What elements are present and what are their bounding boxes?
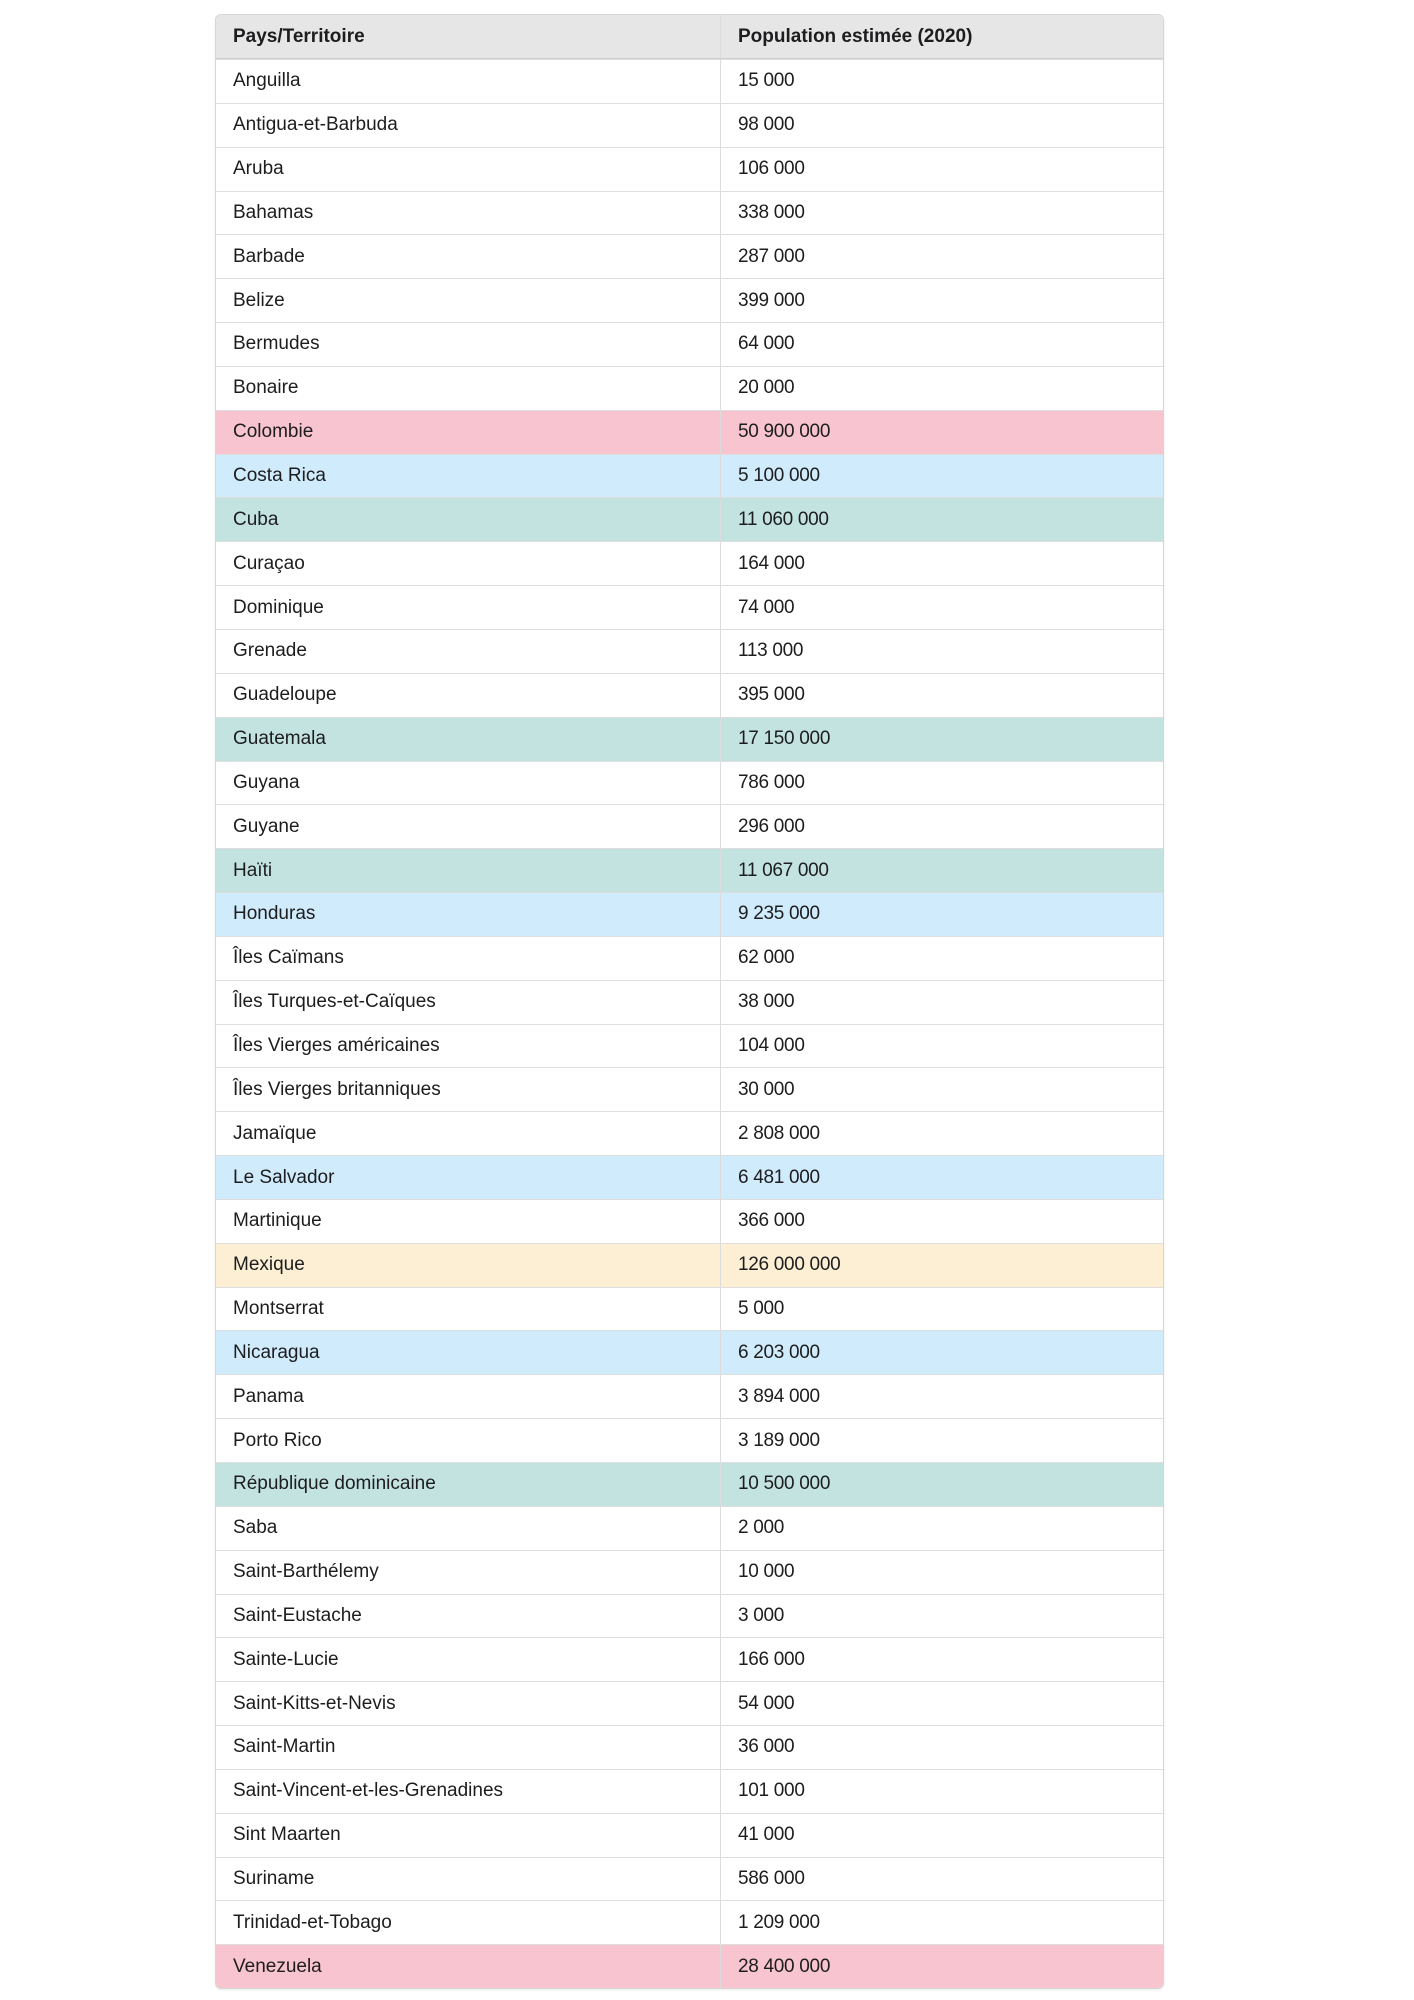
country-cell: Haïti xyxy=(216,849,721,892)
table-body xyxy=(216,59,1163,1988)
country-cell: Cuba xyxy=(216,498,721,541)
table-row xyxy=(216,980,1163,1024)
population-cell: 10 500 000 xyxy=(738,1473,831,1495)
table-row xyxy=(216,585,1163,629)
country-cell: Bermudes xyxy=(216,323,721,366)
country-cell: Saint-Barthélemy xyxy=(216,1551,721,1594)
table-header-row xyxy=(216,15,1163,59)
country-cell: Antigua-et-Barbuda xyxy=(216,104,721,147)
table-row xyxy=(216,103,1163,147)
table-row xyxy=(216,1287,1163,1331)
table-row xyxy=(216,278,1163,322)
country-cell: Colombie xyxy=(216,411,721,454)
population-cell: 64 000 xyxy=(738,333,795,355)
table-row xyxy=(216,673,1163,717)
country-cell: Saint-Vincent-et-les-Grenadines xyxy=(216,1770,721,1813)
table-row xyxy=(216,410,1163,454)
table-row xyxy=(216,1155,1163,1199)
table-row xyxy=(216,1462,1163,1506)
country-cell: Costa Rica xyxy=(216,455,721,498)
population-cell: 113 000 xyxy=(738,640,804,662)
country-cell: Îles Turques-et-Caïques xyxy=(216,981,721,1024)
population-cell: 586 000 xyxy=(738,1868,805,1890)
country-cell: Guyana xyxy=(216,762,721,805)
population-cell: 6 203 000 xyxy=(738,1341,820,1363)
table-row xyxy=(216,234,1163,278)
population-cell: 28 400 000 xyxy=(738,1955,831,1977)
population-cell: 126 000 000 xyxy=(738,1254,841,1276)
country-cell: Anguilla xyxy=(216,60,721,103)
population-cell: 74 000 xyxy=(738,596,795,618)
population-cell: 15 000 xyxy=(738,70,795,92)
table-row xyxy=(216,848,1163,892)
table-row xyxy=(216,541,1163,585)
table-row xyxy=(216,191,1163,235)
population-cell: 10 000 xyxy=(738,1561,795,1583)
country-cell: Belize xyxy=(216,279,721,322)
population-cell: 62 000 xyxy=(738,947,795,969)
population-cell: 2 000 xyxy=(738,1517,785,1539)
table-row xyxy=(216,1418,1163,1462)
country-cell: Mexique xyxy=(216,1244,721,1287)
population-cell: 20 000 xyxy=(738,377,795,399)
country-cell: Guyane xyxy=(216,805,721,848)
population-cell: 54 000 xyxy=(738,1692,795,1714)
table-row xyxy=(216,1243,1163,1287)
table-row xyxy=(216,366,1163,410)
table-row xyxy=(216,1330,1163,1374)
table-row xyxy=(216,322,1163,366)
population-cell: 395 000 xyxy=(738,684,805,706)
country-cell: Le Salvador xyxy=(216,1156,721,1199)
country-cell: Sainte-Lucie xyxy=(216,1638,721,1681)
table-row xyxy=(216,1637,1163,1681)
country-cell: Îles Caïmans xyxy=(216,937,721,980)
population-cell: 6 481 000 xyxy=(738,1166,820,1188)
population-cell: 9 235 000 xyxy=(738,903,820,925)
table-row xyxy=(216,1199,1163,1243)
table-row xyxy=(216,1813,1163,1857)
population-cell: 287 000 xyxy=(738,245,805,267)
table-row xyxy=(216,1681,1163,1725)
country-cell: Venezuela xyxy=(216,1945,721,1988)
country-cell: Saint-Martin xyxy=(216,1726,721,1769)
population-cell: 41 000 xyxy=(738,1824,795,1846)
country-cell: Suriname xyxy=(216,1858,721,1901)
table-row xyxy=(216,147,1163,191)
table-row xyxy=(216,1769,1163,1813)
country-cell: Saba xyxy=(216,1507,721,1550)
table-row xyxy=(216,1111,1163,1155)
table-row xyxy=(216,717,1163,761)
table-row xyxy=(216,1594,1163,1638)
header-population[interactable]: Population estimée (2020) xyxy=(738,25,973,47)
population-cell: 338 000 xyxy=(738,201,805,223)
header-country[interactable]: Pays/Territoire xyxy=(216,15,721,58)
country-cell: Îles Vierges américaines xyxy=(216,1025,721,1068)
table-row xyxy=(216,804,1163,848)
table-row xyxy=(216,59,1163,103)
population-cell: 786 000 xyxy=(738,771,805,793)
table-row xyxy=(216,761,1163,805)
country-cell: Dominique xyxy=(216,586,721,629)
population-cell: 5 000 xyxy=(738,1298,785,1320)
population-cell: 101 000 xyxy=(738,1780,805,1802)
country-cell: Saint-Kitts-et-Nevis xyxy=(216,1682,721,1725)
country-cell: Nicaragua xyxy=(216,1331,721,1374)
country-cell: Honduras xyxy=(216,893,721,936)
table-row xyxy=(216,1725,1163,1769)
country-cell: Panama xyxy=(216,1375,721,1418)
country-cell: Curaçao xyxy=(216,542,721,585)
population-cell: 17 150 000 xyxy=(738,728,831,750)
country-cell: Aruba xyxy=(216,148,721,191)
population-cell: 104 000 xyxy=(738,1034,805,1056)
table-row xyxy=(216,1900,1163,1944)
table-row xyxy=(216,1067,1163,1111)
country-cell: Guadeloupe xyxy=(216,674,721,717)
country-cell: Bonaire xyxy=(216,367,721,410)
population-cell: 1 209 000 xyxy=(738,1911,820,1933)
country-cell: Trinidad-et-Tobago xyxy=(216,1901,721,1944)
country-cell: Îles Vierges britanniques xyxy=(216,1068,721,1111)
country-cell: République dominicaine xyxy=(216,1463,721,1506)
country-cell: Porto Rico xyxy=(216,1419,721,1462)
country-cell: Sint Maarten xyxy=(216,1814,721,1857)
population-cell: 30 000 xyxy=(738,1078,795,1100)
table-row xyxy=(216,1374,1163,1418)
population-cell: 50 900 000 xyxy=(738,421,831,443)
population-table xyxy=(215,14,1164,1989)
population-cell: 366 000 xyxy=(738,1210,805,1232)
table-row xyxy=(216,892,1163,936)
population-cell: 11 060 000 xyxy=(738,508,829,530)
table-row xyxy=(216,936,1163,980)
population-cell: 98 000 xyxy=(738,114,795,136)
population-cell: 106 000 xyxy=(738,158,805,180)
population-cell: 3 894 000 xyxy=(738,1385,820,1407)
country-cell: Guatemala xyxy=(216,718,721,761)
population-cell: 3 000 xyxy=(738,1604,785,1626)
country-cell: Martinique xyxy=(216,1200,721,1243)
population-cell: 5 100 000 xyxy=(738,465,820,487)
country-cell: Saint-Eustache xyxy=(216,1595,721,1638)
table-row xyxy=(216,497,1163,541)
country-cell: Montserrat xyxy=(216,1288,721,1331)
population-cell: 166 000 xyxy=(738,1648,805,1670)
population-cell: 164 000 xyxy=(738,552,805,574)
table-row xyxy=(216,1944,1163,1988)
population-cell: 38 000 xyxy=(738,991,795,1013)
table-row xyxy=(216,629,1163,673)
table-row xyxy=(216,454,1163,498)
table-row xyxy=(216,1024,1163,1068)
table-row xyxy=(216,1506,1163,1550)
table-row xyxy=(216,1550,1163,1594)
country-cell: Jamaïque xyxy=(216,1112,721,1155)
population-cell: 11 067 000 xyxy=(738,859,829,881)
population-cell: 296 000 xyxy=(738,815,805,837)
country-cell: Bahamas xyxy=(216,192,721,235)
population-cell: 399 000 xyxy=(738,289,805,311)
country-cell: Grenade xyxy=(216,630,721,673)
population-cell: 36 000 xyxy=(738,1736,795,1758)
country-cell: Barbade xyxy=(216,235,721,278)
table-row xyxy=(216,1857,1163,1901)
population-cell: 3 189 000 xyxy=(738,1429,820,1451)
population-cell: 2 808 000 xyxy=(738,1122,820,1144)
